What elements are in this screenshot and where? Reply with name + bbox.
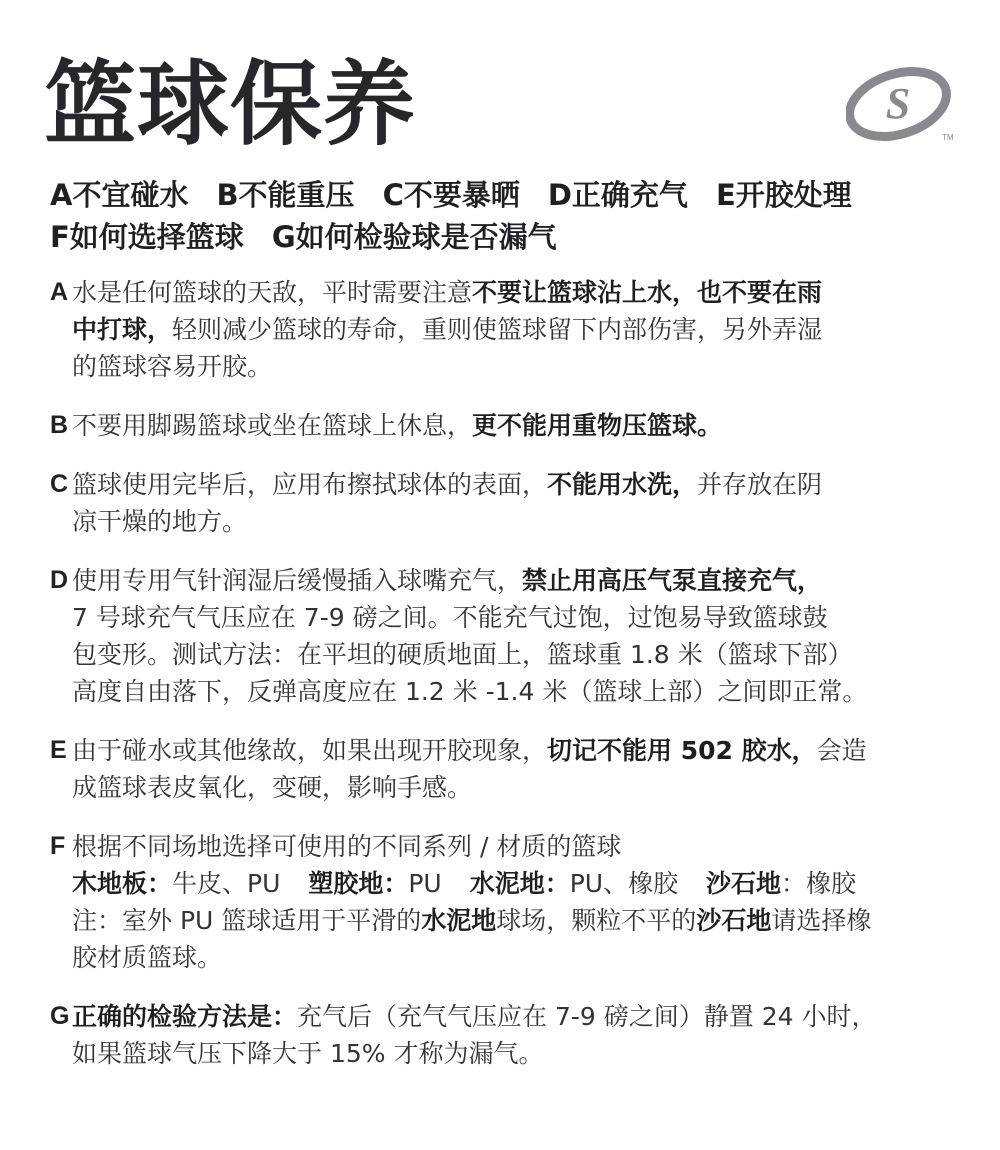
index-item-f: F如何选择篮球 [50,220,244,254]
text: 使用专用气针润湿后缓慢插入球嘴充气， [72,566,523,595]
section-g [50,998,970,1072]
text: 高度自由落下，反弹高度应在 1.2 米 -1.4 米（篮球上部）之间即正常。 [72,677,868,706]
index-item-a: A不宜碰水 [50,178,189,212]
text: 凉干燥的地方。 [72,507,248,536]
text: 篮球使用完毕后，应用布擦拭球体的表面， [72,470,548,499]
logo-letter: S [885,79,911,128]
section-letter: F [50,832,66,860]
text: 会造 [816,736,867,765]
surface-value: PU [408,869,442,898]
index-item-b: B不能重压 [216,178,355,212]
surface-value: ：橡胶 [781,869,857,898]
section-d [50,562,970,710]
surface-label: 水泥地： [469,869,570,898]
surface-value: 牛皮、PU [172,869,281,898]
emphasis: 不能用水洗， [547,470,698,499]
care-sections [50,274,970,1094]
text: 注：室外 PU 篮球适用于平滑的 [72,906,422,935]
text: 胶材质篮球。 [72,943,223,972]
emphasis: 不要让篮球沾上水，也不要在雨 [472,278,823,307]
text: 轻则减少篮球的寿命，重则使篮球留下内部伤害，另外弄湿 [172,315,823,344]
section-b [50,407,970,444]
text: 请选择橡 [771,906,872,935]
index-item-d: D正确充气 [547,178,688,212]
section-body [72,828,970,976]
section-letter: D [50,566,69,594]
page-title: 篮球保养 [44,51,417,158]
section-body [72,274,970,385]
surface-value: PU、橡胶 [569,869,679,898]
text: 水是任何篮球的天敌，平时需要注意 [72,278,473,307]
text: 成篮球表皮氧化，变硬，影响手感。 [72,773,473,802]
brand-logo [846,66,956,144]
section-body [72,562,970,710]
text: 由于碰水或其他缘故，如果出现开胶现象， [72,736,548,765]
section-body [72,407,970,444]
text: 球场，颗粒不平的 [496,906,697,935]
section-e [50,732,970,806]
section-c [50,466,970,540]
index-item-g: G如何检验球是否漏气 [271,220,557,254]
emphasis: 更不能用重物压篮球。 [472,411,723,440]
section-a [50,274,970,385]
emphasis: 中打球， [72,315,173,344]
index-item-c: C不要暴晒 [382,178,520,212]
text: 7 号球充气气压应在 7-9 磅之间。不能充气过饱，过饱易导致篮球鼓 [72,603,828,632]
index-item-e: E开胶处理 [715,178,852,212]
topic-index [50,174,980,258]
text: 如果篮球气压下降大于 15% 才称为漏气。 [72,1039,544,1068]
surface-label: 木地板： [72,869,173,898]
text: 的篮球容易开胶。 [72,352,273,381]
emphasis: 切记不能用 502 胶水， [547,736,817,765]
text: 并存放在阴 [697,470,823,499]
logo-tm: TM [942,133,954,142]
emphasis: 水泥地 [421,906,497,935]
section-body [72,998,970,1072]
section-body [72,466,970,540]
section-letter: E [50,736,67,764]
text: 包变形。测试方法：在平坦的硬质地面上，篮球重 1.8 米（篮球下部） [72,640,853,669]
emphasis: 禁止用高压气泵直接充气， [522,566,823,595]
section-body [72,732,970,806]
surface-label: 塑胶地： [308,869,409,898]
section-letter: A [50,278,69,306]
section-letter: B [50,411,69,439]
text: 不要用脚踢篮球或坐在篮球上休息， [72,411,473,440]
section-letter: C [50,470,69,498]
section-f [50,828,970,976]
section-letter: G [50,1002,70,1030]
text: 充气后（充气气压应在 7-9 磅之间）静置 24 小时， [297,1002,877,1031]
surface-label: 沙石地 [706,869,782,898]
text: 根据不同场地选择可使用的不同系列 / 材质的篮球 [72,832,622,861]
emphasis: 沙石地 [696,906,772,935]
emphasis: 正确的检验方法是： [72,1002,298,1031]
